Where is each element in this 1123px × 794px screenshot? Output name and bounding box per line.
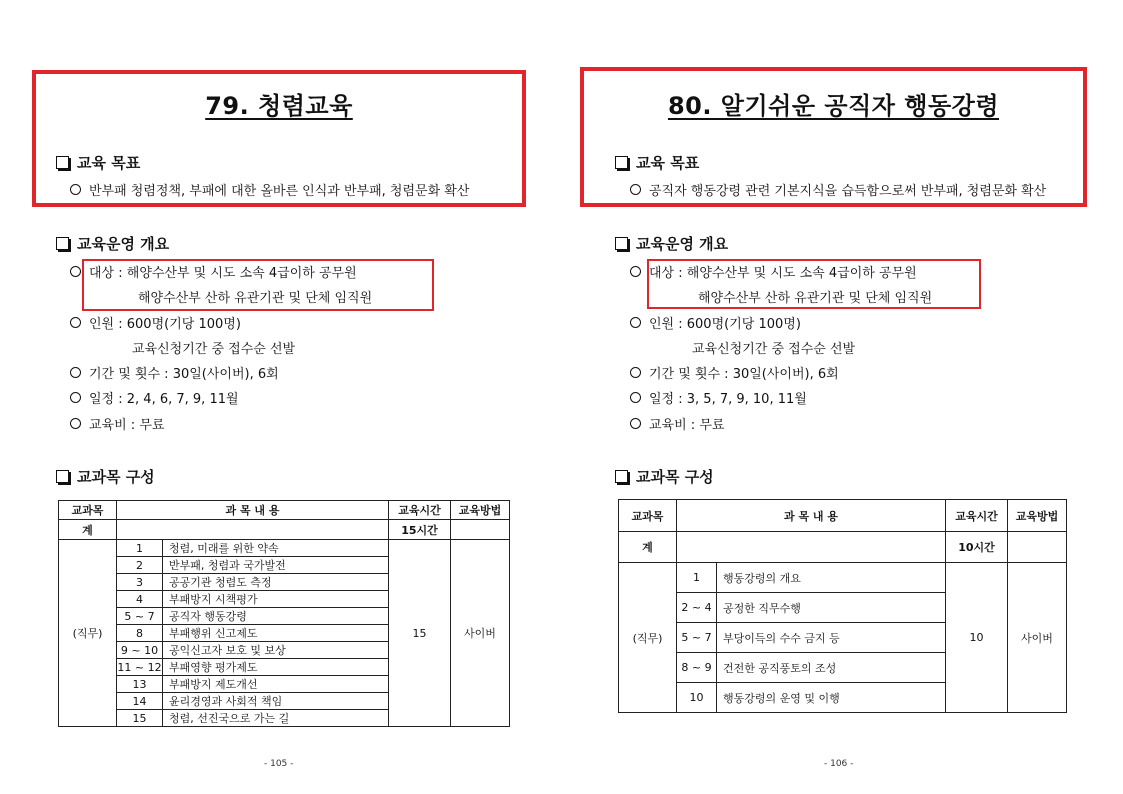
total-label: 계 <box>619 532 677 563</box>
table-header: 교과목 <box>619 500 677 532</box>
square-bullet-icon <box>615 237 628 250</box>
group-method: 사이버 <box>1008 563 1067 713</box>
group-method: 사이버 <box>451 540 510 727</box>
left-curriculum-table <box>58 500 510 727</box>
left-goal-header: 교육 목표 <box>56 152 140 173</box>
total-content <box>677 532 946 563</box>
row-content: 공공기관 청렴도 측정 <box>163 574 389 591</box>
right-fee: 교육비 : 무료 <box>630 414 724 433</box>
row-content: 청렴, 미래를 위한 약속 <box>163 540 389 557</box>
total-method <box>451 520 510 540</box>
row-content: 청렴, 선진국으로 가는 길 <box>163 710 389 727</box>
row-number: 2 <box>117 557 163 574</box>
row-content: 공익신고자 보호 및 보상 <box>163 642 389 659</box>
table-header: 교육시간 <box>389 501 451 520</box>
circle-bullet-icon <box>630 367 641 378</box>
right-people-line1: 인원 : 600명(기당 100명) <box>630 313 801 332</box>
row-content: 부패방지 시책평가 <box>163 591 389 608</box>
row-number: 10 <box>677 683 717 713</box>
right-page-number: - 106 - <box>824 759 854 769</box>
total-hours: 15시간 <box>389 520 451 540</box>
row-content: 부패영향 평가제도 <box>163 659 389 676</box>
table-header: 교육방법 <box>451 501 510 520</box>
right-target-line2: 해양수산부 산하 유관기관 및 단체 임직원 <box>698 291 933 306</box>
row-content: 행동강령의 개요 <box>717 563 946 593</box>
square-bullet-icon <box>615 156 628 169</box>
row-number: 8 ~ 9 <box>677 653 717 683</box>
circle-bullet-icon <box>70 317 81 328</box>
circle-bullet-icon <box>630 266 641 277</box>
left-target-line2: 해양수산부 산하 유관기관 및 단체 임직원 <box>138 291 373 306</box>
left-curr-header: 교과목 구성 <box>56 466 155 487</box>
table-header: 과 목 내 용 <box>117 501 389 520</box>
right-target-line1: 대상 : 해양수산부 및 시도 소속 4급이하 공무원 <box>630 262 917 281</box>
square-bullet-icon <box>56 156 69 169</box>
table-header: 교과목 <box>59 501 117 520</box>
left-period: 기간 및 횟수 : 30일(사이버), 6회 <box>70 363 279 382</box>
square-bullet-icon <box>615 470 628 483</box>
row-content: 부패방지 제도개선 <box>163 676 389 693</box>
circle-bullet-icon <box>630 392 641 403</box>
left-people-line2: 교육신청기간 중 접수순 선발 <box>132 342 296 357</box>
row-number: 15 <box>117 710 163 727</box>
right-goal-header: 교육 목표 <box>615 152 699 173</box>
row-number: 11 ~ 12 <box>117 660 162 674</box>
circle-bullet-icon <box>70 418 81 429</box>
left-page-number: - 105 - <box>264 759 294 769</box>
total-label: 계 <box>59 520 117 540</box>
table-header: 교육시간 <box>946 500 1008 532</box>
circle-bullet-icon <box>70 367 81 378</box>
row-content: 부당이득의 수수 금지 등 <box>717 623 946 653</box>
row-number: 14 <box>117 693 163 710</box>
row-number: 1 <box>677 563 717 593</box>
left-fee: 교육비 : 무료 <box>70 414 164 433</box>
row-number: 4 <box>117 591 163 608</box>
row-number: 8 <box>117 625 163 642</box>
row-number: 3 <box>117 574 163 591</box>
square-bullet-icon <box>56 470 69 483</box>
circle-bullet-icon <box>70 392 81 403</box>
right-curriculum-table <box>618 499 1067 713</box>
group-label: (직무) <box>619 563 677 713</box>
square-bullet-icon <box>56 237 69 250</box>
row-number: 1 <box>117 540 163 557</box>
row-content: 건전한 공직풍토의 조성 <box>717 653 946 683</box>
group-hours: 15 <box>389 540 451 727</box>
group-hours: 10 <box>946 563 1008 713</box>
left-page-title: 79. 청렴교육 <box>205 92 353 120</box>
circle-bullet-icon <box>630 317 641 328</box>
circle-bullet-icon <box>70 266 81 277</box>
row-content: 공정한 직무수행 <box>717 593 946 623</box>
table-header: 교육방법 <box>1008 500 1067 532</box>
left-goal-text: 반부패 청렴정책, 부패에 대한 올바른 인식과 반부패, 청렴문화 확산 <box>70 180 469 199</box>
circle-bullet-icon <box>70 184 81 195</box>
row-content: 윤리경영과 사회적 책임 <box>163 693 389 710</box>
row-content: 공직자 행동강령 <box>163 608 389 625</box>
row-content: 부패행위 신고제도 <box>163 625 389 642</box>
total-hours: 10시간 <box>946 532 1008 563</box>
row-number: 2 ~ 4 <box>677 593 717 623</box>
row-content: 행동강령의 운영 및 이행 <box>717 683 946 713</box>
right-people-line2: 교육신청기간 중 접수순 선발 <box>692 342 856 357</box>
left-target-line1: 대상 : 해양수산부 및 시도 소속 4급이하 공무원 <box>70 262 357 281</box>
table-header: 과 목 내 용 <box>677 500 946 532</box>
total-content <box>117 520 389 540</box>
right-page-title: 80. 알기쉬운 공직자 행동강령 <box>667 92 1000 120</box>
row-number: 9 ~ 10 <box>117 642 163 659</box>
right-curr-header: 교과목 구성 <box>615 466 714 487</box>
left-people-line1: 인원 : 600명(기당 100명) <box>70 313 241 332</box>
row-number: 13 <box>117 676 163 693</box>
total-method <box>1008 532 1067 563</box>
left-ops-header: 교육운영 개요 <box>56 233 169 254</box>
left-schedule: 일정 : 2, 4, 6, 7, 9, 11월 <box>70 388 239 407</box>
row-content: 반부패, 청렴과 국가발전 <box>163 557 389 574</box>
circle-bullet-icon <box>630 184 641 195</box>
right-period: 기간 및 횟수 : 30일(사이버), 6회 <box>630 363 839 382</box>
row-number: 5 ~ 7 <box>677 623 717 653</box>
right-ops-header: 교육운영 개요 <box>615 233 728 254</box>
right-schedule: 일정 : 3, 5, 7, 9, 10, 11월 <box>630 388 807 407</box>
row-number: 5 ~ 7 <box>117 608 163 625</box>
group-label: (직무) <box>59 540 117 727</box>
right-goal-text: 공직자 행동강령 관련 기본지식을 습득함으로써 반부패, 청렴문화 확산 <box>630 180 1046 199</box>
circle-bullet-icon <box>630 418 641 429</box>
